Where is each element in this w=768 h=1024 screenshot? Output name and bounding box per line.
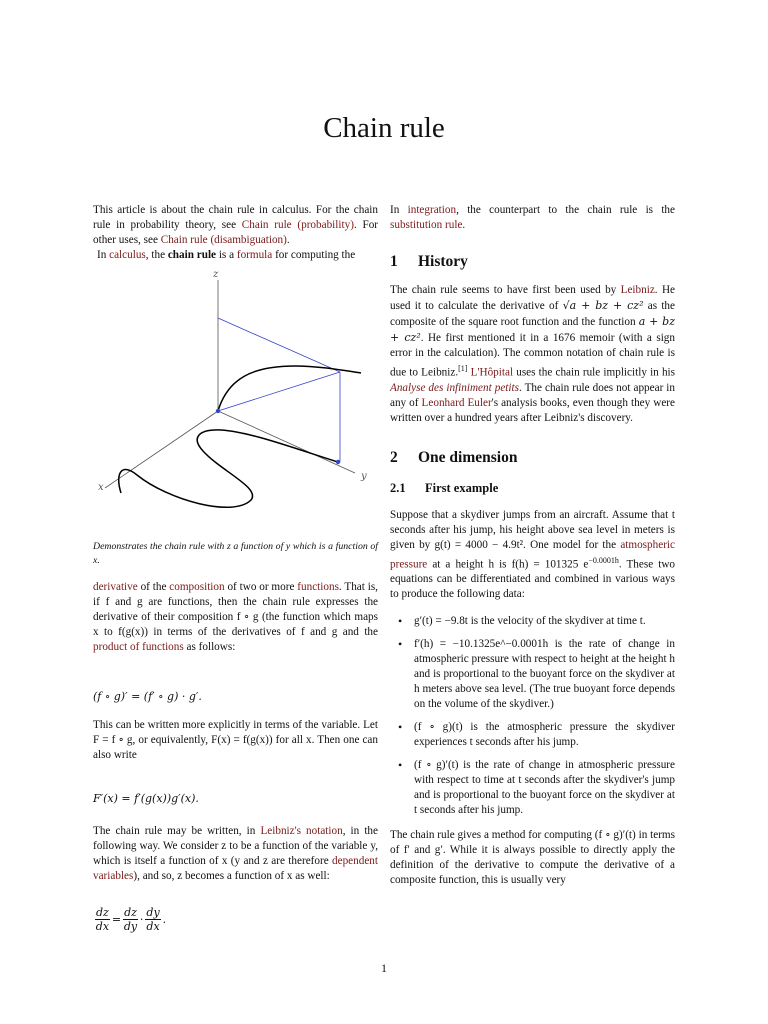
link-integration[interactable]: integration (407, 204, 457, 216)
text: Suppose that a skydiver jumps from an aircraft. Assume that t seconds after his jump, his height above sea level in meters is given by g(t) = 4000 − 4.9t². One model for the (390, 508, 675, 551)
text: , the (145, 249, 168, 261)
math-expression: a + bz + cz² (390, 315, 676, 344)
text: of two or more (224, 581, 298, 593)
equation-2: F′(x) = f′(g(x))g′(x). (93, 792, 199, 805)
origin-point (216, 409, 220, 413)
link-atmospheric-pressure[interactable]: atmospheric pressure (390, 538, 675, 571)
link-composition[interactable]: composition (169, 581, 225, 593)
link-leibniz-notation[interactable]: Leibniz's notation (260, 825, 343, 837)
sqrt-expression: √a + bz + cz² (562, 299, 644, 312)
numerator: dz (124, 906, 137, 919)
closing-paragraph: The chain rule gives a method for computing (f ∘ g)′(t) in terms of f′ and g′. While it is always possible to directly apply the definition of the derivative to compute the derivative of a composite function, this is usually very (390, 829, 675, 887)
text: as the composite of the square root function and the function (390, 300, 675, 328)
projection-line (218, 318, 340, 372)
axis-label-x: x (98, 482, 104, 493)
integration-paragraph (390, 203, 675, 233)
text: 's analysis books, even though they were written over a hundred years after Leibniz's discovery. (390, 396, 675, 424)
list-item: • f′(h) = −10.1325e^−0.0001h is the rate of change in atmospheric pressure with respect to height at the height h and is proportional to the buoyant force on the skydiver at h meters above sea level. (The true buoyant force depends on the volume of the skydiver.) (414, 637, 675, 712)
link-chain-rule-probability[interactable]: Chain rule (probability) (241, 219, 354, 231)
hatnote-text: . (286, 234, 290, 246)
numerator: dy (146, 906, 160, 919)
text: The chain rule seems to have first been used by (390, 284, 621, 296)
text: , the counterpart to the chain rule is the (456, 204, 675, 216)
link-euler[interactable]: Leonhard Euler (421, 396, 492, 409)
lead-paragraph-cont (93, 580, 378, 655)
text: , in the following way. We consider z to be a function of the variable y, which is itself a function of x (y and z are therefore (93, 825, 378, 867)
list-item: • g′(t) = −9.8t is the velocity of the skydiver at time t. (414, 614, 675, 629)
history-paragraph (390, 283, 675, 426)
projection-line (218, 372, 340, 411)
link-chain-rule-disambiguation[interactable]: Chain rule (disambiguation) (160, 234, 287, 246)
text: for computing the (272, 249, 356, 261)
y-of-x-curve (119, 430, 338, 507)
text: In (390, 204, 408, 216)
list-item: • (f ∘ g)′(t) is the rate of change in atmospheric pressure with respect to time at t seconds after the skydiver's jump and is proportional to the buoyant force on the skydiver at t seconds after his jump. (414, 758, 675, 818)
link-analyse[interactable]: Analyse des infiniment petits (390, 381, 519, 394)
link-product-of-functions[interactable]: product of functions (93, 641, 184, 653)
fraction (95, 906, 110, 933)
text: In (97, 249, 110, 261)
text: The chain rule may be written, in (93, 825, 261, 837)
section-title: One dimension (418, 448, 518, 466)
dot-operator: · (139, 913, 144, 926)
text: . These two equations can be differentiated and combined in various ways to produce the following data: (390, 558, 675, 601)
hatnote (93, 203, 378, 248)
data-bullet-list (390, 614, 675, 818)
numerator: dz (96, 906, 109, 919)
list-item: • (f ∘ g)(t) is the atmospheric pressure the skydiver experiences t seconds after his jump. (414, 720, 675, 750)
link-leibniz[interactable]: Leibniz (620, 284, 655, 296)
link-formula[interactable]: formula (236, 249, 273, 261)
section-heading-history (390, 254, 675, 269)
text: is a (216, 249, 237, 261)
text: ), and so, z becomes a function of x as well: (133, 870, 330, 882)
lead-paragraph-start (93, 248, 378, 263)
chain-rule-figure (93, 266, 378, 526)
axis-label-z: z (213, 269, 219, 280)
section-number: 2 (390, 448, 398, 466)
exponent: −0.0001h (588, 555, 619, 565)
link-substitution-rule[interactable]: substitution rule (390, 219, 463, 231)
paragraph-leibniz (93, 824, 378, 884)
link-lhopital[interactable]: L'Hôpital (470, 366, 514, 379)
text: . (462, 219, 466, 231)
page-title: Chain rule (323, 112, 445, 144)
subsection-heading-first-example (390, 481, 675, 496)
citation-ref[interactable]: [1] (458, 364, 468, 373)
equals-sign: = (111, 913, 122, 926)
right-column (390, 203, 675, 888)
denominator: dy (123, 920, 138, 933)
figure-caption: Demonstrates the chain rule with z a function of y which is a function of x. (93, 541, 378, 566)
text: . He used it to calculate the derivative of (390, 284, 675, 312)
text: . He first mentioned it in a 1676 memoir (with a sign error in the calculation). The common notation of chain rule is due to Leibniz. (390, 332, 675, 379)
text: . The chain rule does not appear in any of (390, 381, 676, 409)
text: . That is, if f and g are functions, then the chain rule expresses the derivative of their composition f ∘ g (the function which maps x to f(g(x)) in terms of the derivatives of f and g and the (93, 581, 378, 638)
subsection-number: 2.1 (390, 480, 406, 495)
link-dependent-variables[interactable]: dependent variables (93, 855, 378, 882)
hatnote-text: . For other uses, see (93, 219, 379, 246)
example-paragraph (390, 508, 675, 603)
bold-term: chain rule (167, 249, 217, 261)
subsection-title: First example (425, 480, 499, 495)
section-number: 1 (390, 253, 398, 270)
denominator: dx (95, 920, 110, 933)
text: uses the chain rule implicitly in his (513, 366, 675, 379)
end-point (336, 460, 340, 464)
link-functions[interactable]: functions (297, 581, 339, 593)
link-calculus[interactable]: calculus (109, 249, 146, 261)
fraction (123, 906, 138, 933)
text: of the (137, 581, 170, 593)
period: . (162, 913, 167, 926)
left-column (93, 203, 378, 933)
section-title: History (418, 253, 468, 270)
text: at a height h is f(h) = 101325 e (427, 558, 589, 571)
paragraph-explicit: This can be written more explicitly in terms of the variable. Let F = f ∘ g, or equivalently, F(x) = f(g(x)) for all x. Then one can also write (93, 719, 378, 761)
link-derivative[interactable]: derivative (93, 581, 138, 593)
hatnote-text: This article is about the chain rule in calculus. For the chain rule in probability theory, see (93, 204, 378, 231)
y-axis (218, 411, 355, 473)
axis-label-y: y (361, 471, 367, 482)
equation-3 (93, 906, 378, 933)
section-heading-one-dimension (390, 450, 675, 465)
denominator: dx (146, 920, 160, 933)
fraction (145, 906, 160, 933)
page-number: 1 (381, 961, 387, 975)
text: as follows: (183, 641, 236, 653)
equation-1: (f ∘ g)′ = (f′ ∘ g) · g′. (93, 690, 202, 703)
